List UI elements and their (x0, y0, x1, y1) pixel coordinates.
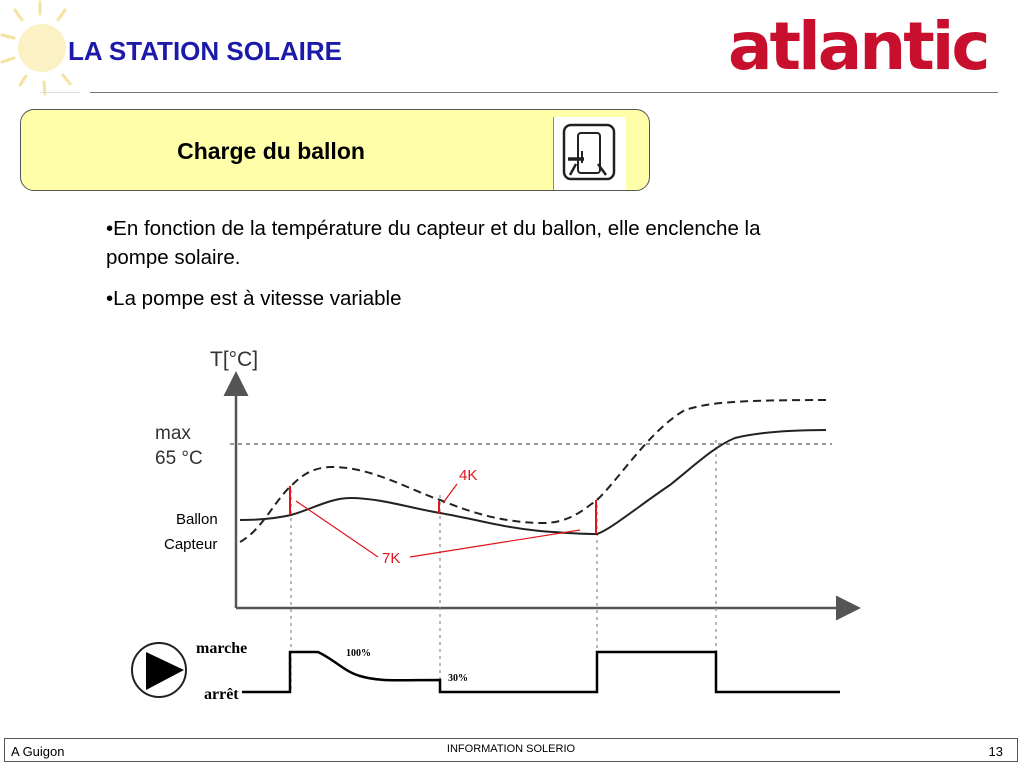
footer-title: INFORMATION SOLERIO (446, 743, 576, 755)
delta-off-leader (443, 484, 457, 503)
solar-tank-icon (553, 117, 626, 190)
ballon-label: Ballon (176, 511, 218, 528)
ballon-curve (240, 430, 826, 534)
delta-on-leader-2 (410, 530, 580, 557)
speed-high-label: 100% (346, 648, 371, 659)
bullet-item: •En fonction de la température du capteur et du ballon, elle enclenche la pompe solaire. (106, 217, 761, 269)
pump-off-label: arrêt (204, 686, 239, 703)
max-value-label: 65 °C (155, 448, 203, 469)
atlantic-logo: atlantic (728, 8, 988, 85)
max-label: max (155, 423, 191, 444)
section-header-box (20, 109, 650, 191)
footer-bar (4, 738, 1018, 762)
temperature-diagram (0, 330, 1024, 710)
capteur-label: Capteur (164, 536, 218, 553)
y-axis-label: T[°C] (210, 348, 259, 371)
footer-author: A Guigon (11, 744, 65, 759)
pump-on-label: marche (196, 640, 248, 657)
delta-on-leader (296, 501, 378, 557)
delta-off-label: 4K (459, 467, 478, 484)
bullet-list (106, 214, 806, 325)
bullet-item: •La pompe est à vitesse variable (106, 287, 402, 310)
pump-icon (132, 643, 186, 697)
title-divider (90, 92, 998, 93)
divider-left (40, 92, 80, 93)
speed-low-label: 30% (448, 673, 468, 684)
delta-on-label: 7K (382, 550, 401, 567)
pump-signal (242, 652, 840, 692)
page-number: 13 (988, 744, 1003, 759)
section-title: Charge du ballon (177, 138, 365, 164)
slide-title: LA STATION SOLAIRE (68, 36, 342, 66)
capteur-curve (240, 400, 830, 542)
